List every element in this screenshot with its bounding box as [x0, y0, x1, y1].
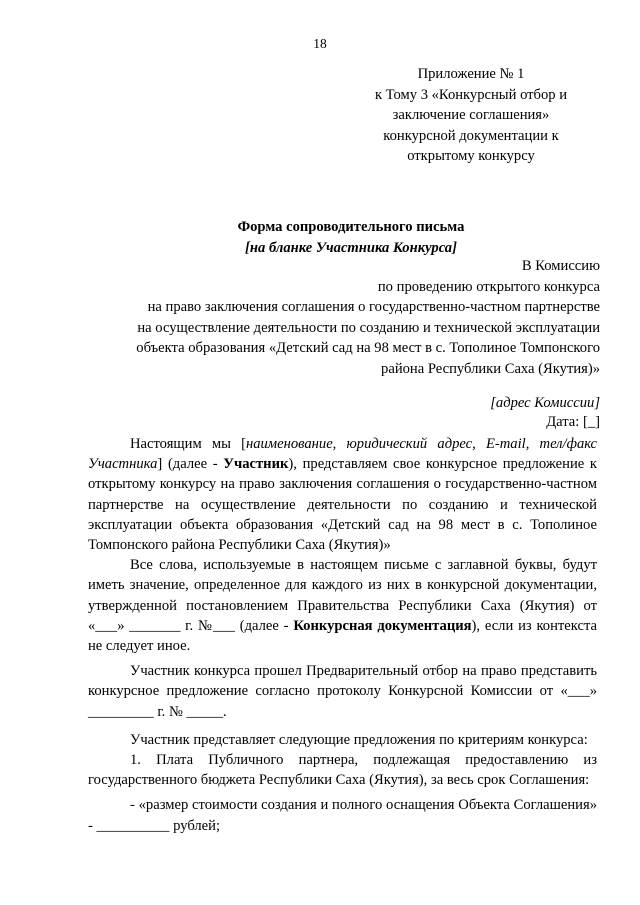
- date-field: Дата: [_]: [546, 414, 600, 430]
- addressee-block: [100, 256, 600, 379]
- letter-body: [88, 434, 597, 836]
- addressee-line: на право заключения соглашения о государственно-частном партнерстве: [147, 299, 600, 315]
- appendix-line: открытому конкурсу: [407, 148, 535, 164]
- appendix-line: заключение соглашения»: [392, 107, 550, 123]
- addressee-line: района Республики Саха (Якутия)»: [381, 360, 600, 377]
- commission-address: [адрес Комиссии]: [490, 395, 600, 411]
- addressee-line: на осуществление деятельности по созданию и технической эксплуатации: [137, 319, 600, 336]
- appendix-line: к Тому 3 «Конкурсный отбор и: [374, 86, 568, 103]
- paragraph-definitions: [88, 555, 597, 656]
- definitions-text: Все слова, используемые в настоящем письме с заглавной буквы, будут иметь значение, определенное для каждого из них в конкурсной документации, утвержденной постановлением Правительства Республики Саха (Якутия) от «___» _______ г. №___ (далее -: [88, 557, 597, 634]
- paragraph-prequalification: Участник конкурса прошел Предварительный отбор на право представить конкурсное предложение согласно протоколу Конкурсной Комиссии от «___» _________ г. № _____.: [88, 663, 597, 720]
- paragraph-introduction: [88, 434, 597, 555]
- appendix-line: Приложение № 1: [417, 66, 525, 82]
- page-number: 18: [313, 36, 327, 51]
- form-title: [0, 217, 640, 258]
- paragraph-criterion-1-item: - «размер стоимости создания и полного оснащения Объекта Соглашения» - __________ рублей;: [88, 797, 597, 834]
- term-participant: Участник: [223, 456, 289, 473]
- form-title-note: [на бланке Участника Конкурса]: [245, 239, 457, 256]
- appendix-reference: [340, 64, 602, 167]
- intro-lead: Настоящим мы [: [130, 436, 246, 452]
- intro-rest: ), представляем свое конкурсное предложение к открытому конкурсу на право заключения соглашения о государственно-частном партнерстве на осуществление деятельности по созданию и технической эксплуатации объекта образования «Детский сад на 98 мест в с. Тополиное Томпонского района Республики Саха (Якутия)»: [88, 456, 598, 554]
- addressee-line: по проведению открытого конкурса: [377, 278, 600, 295]
- paragraph-criteria-intro: Участник представляет следующие предложения по критериям конкурса:: [130, 731, 588, 748]
- paragraph-criterion-1: 1. Плата Публичного партнера, подлежащая предоставлению из государственного бюджета Республики Саха (Якутия), за весь срок Соглашения:: [88, 752, 597, 789]
- appendix-line: конкурсной документации к: [383, 127, 559, 144]
- addressee-line: объекта образования «Детский сад на 98 мест в с. Тополиное Томпонского: [136, 340, 600, 356]
- participant-fields-placeholder: наименование, юридический адрес, E-mail, тел/факс Участника: [88, 436, 598, 473]
- form-title-main: Форма сопроводительного письма: [237, 219, 465, 235]
- intro-mid: ] (далее -: [157, 456, 224, 473]
- definitions-rest: ), если из контекста не следует иное.: [88, 617, 597, 655]
- addressee-line: В Комиссию: [521, 258, 600, 274]
- term-tender-documentation: Конкурсная документация: [293, 617, 472, 634]
